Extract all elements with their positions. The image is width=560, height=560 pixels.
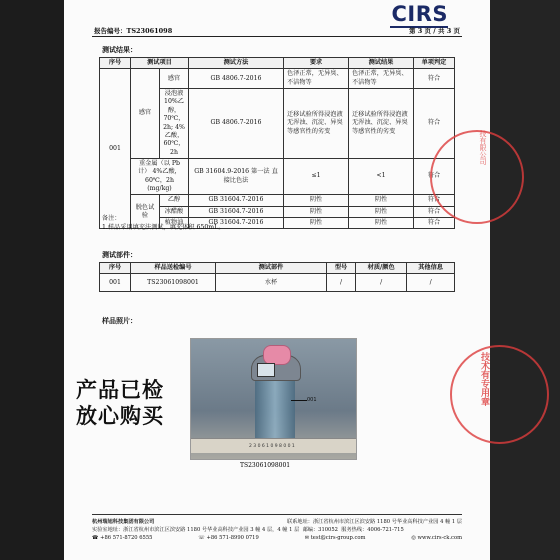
part-cell: 水杯 (216, 274, 327, 292)
fax-value: +86 571-8990 0719 (206, 535, 259, 542)
column-header: 样品送检编号 (131, 263, 216, 274)
material-cell: / (356, 274, 407, 292)
column-header: 测试项目 (131, 58, 189, 69)
item-cell: 乙醇 (160, 195, 189, 206)
notes-label: 备注： (102, 215, 121, 222)
notes-line: 1.样品采用填充法测试，填充体积 650mL。 (102, 224, 225, 232)
verdict-cell: 符合 (414, 195, 455, 206)
bottle-lid-top (263, 345, 291, 365)
footer-contact-row (92, 534, 462, 542)
page-footer (92, 518, 462, 542)
item-cell: 感官 (160, 69, 189, 89)
hotline-label: 服务热线： (341, 527, 368, 534)
result-cell: 阴性 (349, 206, 414, 217)
photo-label: 001 (307, 397, 317, 403)
requirement-cell: 阴性 (284, 195, 349, 206)
item-cell: 重金属（以 Pb 计） 4%乙酸，60℃，2h (mg/kg) (131, 158, 189, 194)
parts-table (99, 262, 455, 292)
column-header: 要求 (284, 58, 349, 69)
footer-row (92, 518, 462, 526)
verdict-cell: 符合 (414, 89, 455, 159)
column-header: 型号 (327, 263, 356, 274)
method-cell: GB 4806.7-2016 (189, 89, 284, 159)
report-number (94, 26, 172, 35)
verdict-cell: 符合 (414, 218, 455, 229)
result-cell: 色泽正常，无异臭、不洁物等 (349, 69, 414, 89)
test-results-table (99, 57, 455, 229)
requirement-cell: ≤1 (284, 158, 349, 194)
report-number-label: 报告编号： (94, 27, 127, 35)
lab-address (92, 526, 462, 534)
result-cell: 阴性 (349, 195, 414, 206)
column-header: 材质/颜色 (356, 263, 407, 274)
footer-divider (92, 514, 462, 515)
contact-address-label: 联系地址： (287, 519, 313, 525)
table-header-row (100, 58, 455, 69)
email[interactable] (305, 534, 366, 542)
test-results-title: 测试结果： (102, 45, 137, 54)
phone (92, 534, 152, 542)
method-cell: GB 4806.7-2016 (189, 69, 284, 89)
parts-title: 测试部件： (102, 250, 137, 259)
verdict-cell: 符合 (414, 158, 455, 194)
report-page (64, 0, 490, 560)
cirs-logo (391, 2, 448, 26)
column-header: 序号 (100, 58, 131, 69)
requirement-cell: 阴性 (284, 218, 349, 229)
bottle-lid-window (257, 363, 275, 377)
table-header-row (100, 263, 455, 274)
logo-text: CIRS (391, 2, 448, 26)
testing-seal (450, 345, 549, 444)
page-info: 第 3 页 / 共 3 页 (409, 27, 460, 35)
phone-value: +86 571-8720 6555 (100, 535, 153, 542)
requirement-cell: 阴性 (284, 206, 349, 217)
requirement-cell: 色泽正常，无异臭、不洁物等 (284, 69, 349, 89)
column-header: 测试结果 (349, 58, 414, 69)
label-leader-line (291, 400, 307, 401)
column-header: 测试方法 (189, 58, 284, 69)
sample-no-cell: TS23061098001 (131, 274, 216, 292)
table-row (100, 195, 455, 206)
fax (198, 534, 258, 542)
method-cell: GB 31604.7-2016 (189, 195, 284, 206)
background-left (0, 0, 64, 560)
method-cell: GB 31604.9-2016 第一法 直接比色法 (189, 158, 284, 194)
method-cell: GB 31604.7-2016 (189, 218, 284, 229)
verdict-cell: 符合 (414, 206, 455, 217)
lab-address-value: 浙江省杭州市滨江区滨安路 1180 号华业高科技产业园 3 幢 4 层，4 幢 1 层 (123, 527, 300, 534)
table-row (100, 158, 455, 194)
lab-address-label: 实验室地址： (92, 527, 124, 534)
hotline-value: 4006-721-715 (367, 527, 404, 534)
group-cell: 感官 (131, 69, 160, 159)
contact-address (287, 518, 462, 526)
overlay-line-1: 产品已检 (76, 378, 164, 402)
phone-icon: ☎ (92, 535, 101, 542)
sample-photo (190, 338, 357, 460)
other-cell: / (407, 274, 455, 292)
company-name: 杭州瑞旭科技集团有限公司 (92, 519, 155, 525)
fax-icon: ☏ (198, 535, 207, 542)
header-divider (92, 36, 462, 37)
photo-title: 样品照片： (102, 316, 137, 325)
model-cell: / (327, 274, 356, 292)
globe-icon: ◎ (411, 535, 418, 542)
column-header: 其他信息 (407, 263, 455, 274)
contact-address-value: 浙江省杭州市滨江区滨安路 1180 号华业高科技产业园 4 幢 1 层 (312, 519, 462, 525)
column-header: 测试部件 (216, 263, 327, 274)
table-row (100, 69, 455, 89)
background-right (490, 0, 560, 560)
report-number-value: TS23061098 (126, 27, 173, 35)
group-cell: 脱色试验 (131, 195, 160, 229)
postcode-label: 邮编： (302, 527, 319, 534)
method-cell: GB 31604.7-2016 (189, 206, 284, 217)
requirement-cell: 迁移试验所得浸泡液无浑浊、沉淀、异臭等感官性的劣变 (284, 89, 349, 159)
column-header: 单项判定 (414, 58, 455, 69)
part-no-cell: 001 (100, 274, 131, 292)
notes (102, 214, 224, 233)
website[interactable] (411, 534, 462, 542)
overlay-line-2: 放心购买 (76, 404, 164, 428)
verdict-cell: 符合 (414, 69, 455, 89)
column-header: 序号 (100, 263, 131, 274)
result-cell: 迁移试验所得浸泡液无浑浊、沉淀、异臭等感官性的劣变 (349, 89, 414, 159)
email-icon: ✉ (304, 535, 311, 542)
item-cell: 浸泡液 10%乙醇，70℃，2h; 4%乙酸，60℃，2h (160, 89, 189, 159)
bottle-body (255, 369, 295, 449)
website-value: www.cirs-ck.com (417, 535, 462, 542)
email-value: test@cirs-group.com (310, 535, 366, 542)
result-cell: 阴性 (349, 218, 414, 229)
result-cell: <1 (349, 158, 414, 194)
testing-seal-text: 技术有专用章 (479, 352, 489, 406)
item-cell: 冰醋酸 (160, 206, 189, 217)
table-row (100, 274, 455, 292)
item-cell: 植物油 (160, 218, 189, 229)
company-seal-text: 技有限公司 (479, 130, 487, 165)
postcode-value: 310052 (318, 527, 338, 534)
photo-caption: TS23061098001 (240, 462, 291, 469)
ruler-text: 2 3 0 6 1 0 9 8 0 0 1 (249, 444, 295, 449)
serial-cell: 001 (100, 69, 131, 229)
